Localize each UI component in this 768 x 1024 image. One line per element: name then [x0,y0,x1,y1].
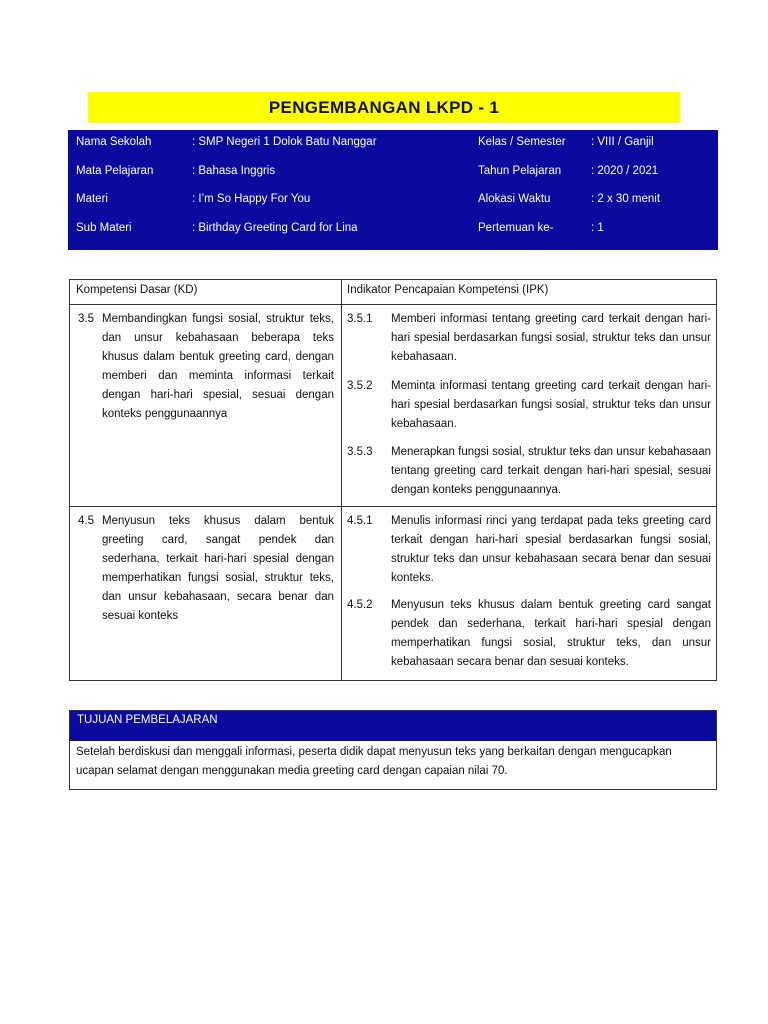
objective-heading: TUJUAN PEMBELAJARAN [70,711,716,741]
ipk-number: 3.5.2 [347,380,373,392]
ipk-number: 4.5.2 [347,599,373,611]
info-value: : I’m So Happy For You [192,193,311,205]
ipk-text: Menerapkan fungsi sosial, struktur teks dan unsur kebahasaan tentang greeting card terkait dengan hari-hari spesial, sesuai dengan konteks penggunaannya. [391,446,711,496]
column-divider [341,280,342,680]
ipk-text: Meminta informasi tentang greeting card terkait dengan hari-hari spesial berdasarkan fungsi sosial, struktur teks dan unsur kebahasaan. [391,380,711,430]
objective-text: Setelah berdiskusi dan menggali informasi, peserta didik dapat menyusun teks yang berkaitan dengan mengucapkan ucapan selamat dengan menggunakan media greeting card dengan capaian nilai 70. [76,746,672,777]
kd-text: Membandingkan fungsi sosial, struktur teks, dan unsur kebahasaan beberapa teks khusus dalam bentuk greeting card, dengan memberi dan meminta informasi terkait dengan hari-hari spesial, sesuai dengan konteks penggunaannya [102,313,334,420]
info-value: : Birthday Greeting Card for Lina [192,222,358,234]
ipk-text: Memberi informasi tentang greeting card terkait dengan hari-hari spesial berdasarkan fungsi sosial, struktur teks dan unsur kebahasaan. [391,313,711,363]
info-label: Nama Sekolah [76,136,152,148]
ipk-number: 4.5.1 [347,515,373,527]
ipk-text: Menulis informasi rinci yang terdapat pada teks greeting card terkait dengan hari-hari spesial berdasarkan fungsi sosial, struktur teks dan unsur kebahasaan secara benar dan sesuai konteks. [391,515,711,584]
header-ipk: Indikator Pencapaian Kompetensi (IPK) [347,284,549,296]
kd-number: 4.5 [78,515,94,527]
kd-ipk-table [69,279,717,681]
info-label: Sub Materi [76,222,132,234]
info-row [68,193,718,213]
info-label: Alokasi Waktu [478,193,551,205]
info-value: : 2 x 30 menit [591,193,661,205]
info-label: Materi [76,193,108,205]
header-kd: Kompetensi Dasar (KD) [76,284,198,296]
title-banner [88,92,680,123]
info-label: Tahun Pelajaran [478,165,562,177]
row-divider [70,506,716,507]
info-value: : VIII / Ganjil [591,136,654,148]
info-label: Kelas / Semester [478,136,566,148]
kd-text: Menyusun teks khusus dalam bentuk greeting card, sangat pendek dan sederhana, terkait hari-hari spesial dengan memperhatikan fungsi sosial, struktur teks, dan unsur kebahasaan, secara benar dan sesuai konteks [102,515,334,622]
info-value: : Bahasa Inggris [192,165,276,177]
ipk-number: 3.5.3 [347,446,373,458]
identity-box [68,130,718,250]
info-value: : 1 [591,222,604,234]
info-row [68,165,718,185]
info-row [68,136,718,156]
info-value: : 2020 / 2021 [591,165,659,177]
info-label: Mata Pelajaran [76,165,154,177]
row-divider [70,304,716,305]
kd-number: 3.5 [78,313,94,325]
info-label: Pertemuan ke- [478,222,554,234]
page-title: PENGEMBANGAN LKPD - 1 [268,97,500,117]
info-value: : SMP Negeri 1 Dolok Batu Nanggar [192,136,377,148]
info-row [68,222,718,242]
ipk-number: 3.5.1 [347,313,373,325]
ipk-text: Menyusun teks khusus dalam bentuk greeting card sangat pendek dan sederhana, terkait hari-hari spesial dengan memperhatikan fungsi sosial, struktur teks, dan unsur kebahasaan secara benar dan sesuai konteks. [391,599,711,668]
learning-objective-box [69,710,717,790]
